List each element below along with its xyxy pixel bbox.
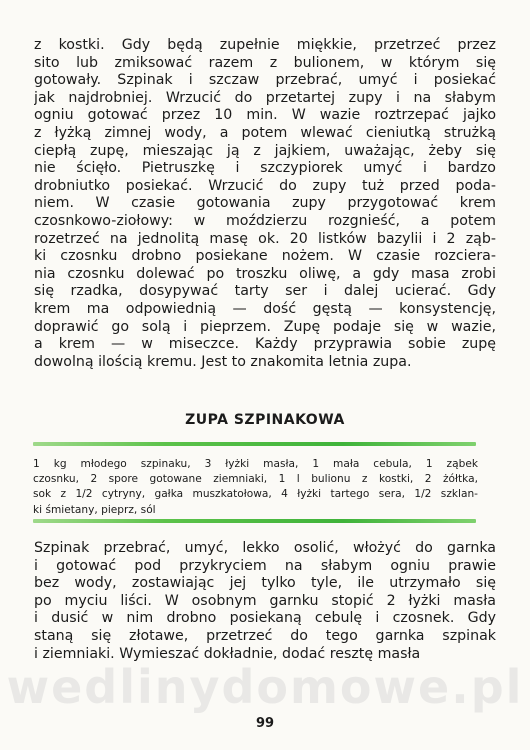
text-line: rozetrzeć na jednolitą masę ok. 20 listków bazylii i 2 ząb- [34, 230, 496, 247]
recipe-instructions-paragraph [34, 540, 496, 663]
text-line: ogniu gotować przez 10 min. W wazie roztrzepać jajko [34, 107, 496, 124]
text-line: czosnkowo-ziołowy: w moździerzu rozgnieść, a potem [34, 212, 496, 229]
text-line: dowolną ilością kremu. Jest to znakomita letnia zupa. [34, 353, 412, 370]
ingredient-line: czosnku, 2 spore gotowane ziemniaki, 1 l bulionu z kostki, 2 żółtka, [33, 473, 478, 486]
ingredients-top-rule [33, 442, 476, 446]
text-line: nie ścięło. Pietruszkę i szczypiorek umyć i bardzo [34, 160, 496, 177]
text-line: doprawić go solą i pieprzem. Zupę podaje się w wazie, [34, 318, 496, 335]
text-line: z łyżką zimnej wody, a potem wlewać cieniutką strużką [34, 124, 496, 141]
ingredient-line: sok z 1/2 cytryny, gałka muszkatołowa, 4 łyżki tartego sera, 1/2 szklan- [33, 488, 478, 501]
text-line: drobniutko posiekać. Wrzucić do zupy tuż przed poda- [34, 177, 496, 194]
ingredients-bottom-rule [33, 519, 476, 523]
text-line: i gotować pod przykryciem na słabym ogniu prawie [34, 557, 496, 574]
text-line: bez wody, zostawiając jej tylko tyle, ile utrzymało się [34, 575, 496, 592]
text-line: ciepłą zupę, mieszając ją z jajkiem, uważając, żeby się [34, 142, 496, 159]
text-line: niem. W czasie gotowania zupy przygotować krem [34, 195, 496, 212]
page-number: 99 [255, 716, 275, 731]
text-line: sito lub zmiksować razem z bulionem, w którym się [34, 54, 496, 71]
text-line: ki czosnku drobno posiekane nożem. W czasie rozciera- [34, 248, 496, 265]
text-line: i ziemniaki. Wymieszać dokładnie, dodać resztę masła [34, 645, 421, 662]
ingredients-list [33, 457, 478, 518]
text-line: nia czosnku dolewać po troszku oliwę, a gdy masa zrobi [34, 265, 496, 282]
text-line: a krem — w miseczce. Każdy przyprawia sobie zupę [34, 336, 496, 353]
recipe-continuation-paragraph [34, 37, 496, 371]
text-line: i dusić w nim drobno posiekaną cebulę i czosnek. Gdy [34, 610, 496, 627]
text-line: z kostki. Gdy będą zupełnie miękkie, przetrzeć przez [34, 37, 496, 53]
text-line: jak najdrobniej. Wrzucić do przetartej zupy i na słabym [34, 89, 496, 106]
recipe-title: ZUPA SZPINAKOWA [185, 412, 345, 428]
text-line: staną się złotawe, przetrzeć do tego garnka szpinak [34, 627, 496, 644]
ingredient-line: ki śmietany, pieprz, sól [33, 503, 156, 516]
text-line: krem ma odpowiednią — dość gęstą — konsystencję, [34, 300, 496, 317]
text-line: Szpinak przebrać, umyć, lekko osolić, włożyć do garnka [34, 540, 496, 556]
ingredient-line: 1 kg młodego szpinaku, 3 łyżki masła, 1 mała cebula, 1 ząbek [33, 458, 478, 470]
watermark: wedlinydomowe.pl [6, 660, 524, 714]
text-line: gotowały. Szpinak i szczaw przebrać, umyć i posiekać [34, 72, 496, 89]
text-line: po myciu liści. W osobnym garnku stopić 2 łyżki masła [34, 592, 496, 609]
text-line: się rzadka, dosypywać tarty ser i dalej ucierać. Gdy [34, 283, 496, 300]
